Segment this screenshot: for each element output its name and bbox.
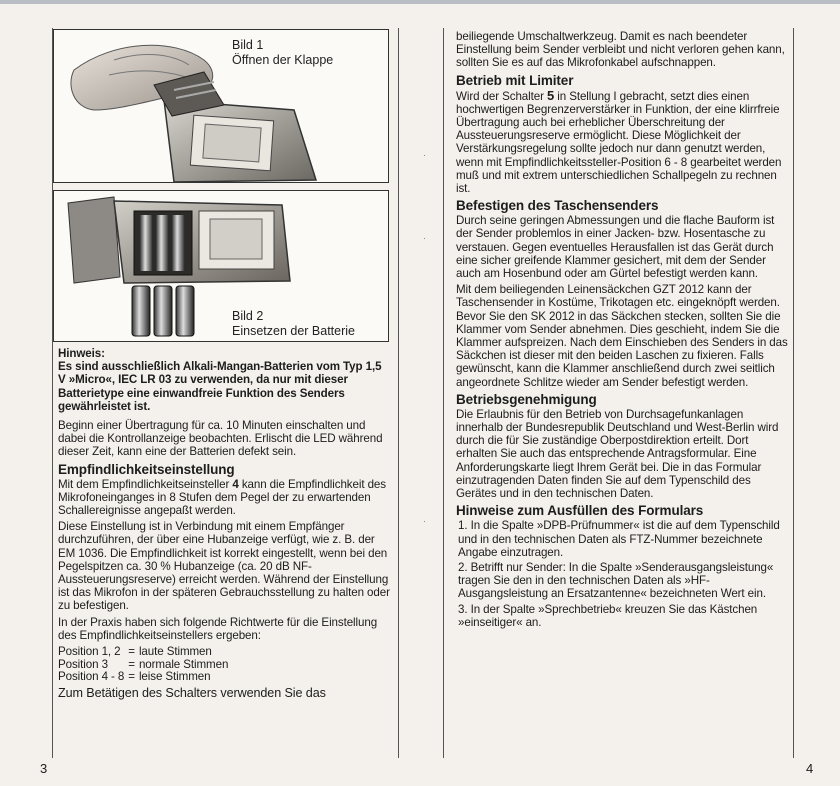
right-page-outer-rule: [793, 28, 794, 758]
figure-2-description: Einsetzen der Batterie: [232, 324, 355, 338]
intro-paragraph: beiliegende Umschaltwerkzeug. Damit es nach beendeter Einstellung beim Sender verbleibt und nicht verloren gehen kann, sollten Sie es auf das Mikrofonkabel aufschnappen.: [456, 30, 785, 70]
list-item: 2. Betrifft nur Sender: In die Spalte »Senderausgangsleistung« tragen Sie den in den technischen Daten als »HF-Ausgangsleistung an Ersatzantenne« bezeichneten Wert ein.: [458, 560, 774, 601]
table-row: [58, 646, 232, 659]
figure-1-caption: [232, 38, 333, 68]
top-edge-strip: [0, 0, 840, 4]
list-item: 3. In der Spalte »Sprechbetrieb« kreuzen Sie das Kästchen »einseitiger« an.: [458, 602, 758, 629]
switch-number: 4: [232, 477, 239, 491]
figure-1-label: Bild 1: [232, 38, 264, 52]
empfindlichkeit-paragraph-2: Diese Einstellung ist in Verbindung mit einem Empfänger durchzuführen, der über eine Hubanzeige verfügt, wie z. B. der EM 1036. Die Empfindlichkeit ist korrekt eingestellt, wenn bei den Pegelspitzen ca. 30 % Hubanzeige (ca. 20 dB NF-Aussteuerungsreserve) erreicht werden. Während der Einstellung ist das Mikrofon in der späteren Gebrauchsstellung zu halten oder zu befestigen.: [58, 520, 390, 613]
switch-number: 5: [546, 87, 555, 103]
figure-2-label: Bild 2: [232, 309, 264, 323]
position-label: Position 1, 2: [58, 645, 121, 659]
befestigen-paragraph-2: Mit dem beiliegenden Leinensäckchen GZT 2012 kann der Taschensender in Kostüme, Trikotagen etc. eingeknöpft werden. Bevor Sie den SK 2012 in das Säckchen stecken, sollten Sie die Klammer vom Sender abnehmen. Dies geschieht, indem Sie die Klammer aufspreizen. Nach dem Einschieben des Senders in das Säckchen ist dieser mit den beiden Laschen zu fixieren. Falls gewünscht, kann die Klammer anschließend durch zwei seitlich angeordnete Schlitze wieder am Sender befestigt werden.: [456, 283, 788, 389]
hand-opening-flap-illustration: [54, 30, 388, 182]
figure-2-caption: [232, 309, 355, 339]
hinweis-title: Hinweis:: [58, 347, 105, 360]
margin-mark: ·: [423, 150, 426, 160]
section-heading-befestigen: Befestigen des Taschensenders: [456, 198, 659, 214]
text: kann die Empfindlichkeit des Mikrofoneinganges in 8 Stufen dem Pegel der zu erwartenden Schallereignisse angepaßt werden.: [58, 477, 386, 518]
position-label: Position 4 - 8: [58, 670, 125, 684]
section-heading-empfindlichkeit: Empfindlichkeitseinstellung: [58, 461, 235, 477]
genehmigung-paragraph: Die Erlaubnis für den Betrieb von Durchsagefunkanlagen innerhalb der Bundesrepublik Deutschland und West-Berlin wird durch die für Sie zuständige Oberpostdirektion erteilt. Dort erhalten Sie auch das entsprechende Antragsformular. Eine Anforderungskarte liegt Ihrem Gerät bei. Die in das Formular einzutragenden Daten finden Sie auf dem Typenschild des Gerätes und in den technischen Daten.: [456, 407, 779, 501]
section-heading-hinweise-formular: Hinweise zum Ausfüllen des Formulars: [456, 503, 704, 519]
table-row: [58, 671, 232, 684]
page-number-left: 3: [40, 761, 48, 776]
text: Wird der Schalter: [456, 89, 547, 103]
margin-mark: ·: [423, 233, 426, 243]
figure-1-photo: [53, 29, 389, 183]
section-heading-genehmigung: Betriebsgenehmigung: [456, 391, 597, 407]
figure-1-description: Öffnen der Klappe: [232, 53, 334, 67]
equals-sign: =: [128, 645, 135, 659]
text: Mit dem Empfindlichkeitseinsteller: [58, 477, 233, 491]
position-table: [58, 646, 232, 684]
equals-sign: =: [128, 657, 135, 671]
left-text-column: [58, 347, 390, 703]
empfindlichkeit-paragraph-1: [58, 478, 390, 518]
hinweis-bold-text: Es sind ausschließlich Alkali-Mangan-Batterien vom Typ 1,5 V »Micro«, IEC LR 03 zu verwenden, da nur mit dieser Batterietype eine einwandfreie Funktion des Senders gewährleistet ist.: [58, 360, 382, 413]
margin-mark: ·: [423, 516, 426, 526]
empfindlichkeit-last-line: Zum Betätigen des Schalters verwenden Sie das: [58, 685, 326, 700]
position-value: normale Stimmen: [138, 657, 229, 671]
list-item: 1. In die Spalte »DPB-Prüfnummer« ist die auf dem Typenschild und in den technischen Daten als FTZ-Nummer bezeichnete Angabe einzutragen.: [458, 519, 780, 559]
right-page-inner-rule: [443, 28, 444, 758]
left-page-inner-rule: [398, 28, 399, 758]
equals-sign: =: [128, 670, 135, 684]
limiter-paragraph: [456, 89, 788, 196]
position-value: leise Stimmen: [138, 670, 211, 684]
befestigen-paragraph-1: Durch seine geringen Abmessungen und die flache Bauform ist der Sender problemlos in einer Jacken- bzw. Hosentasche zu verstauen. Gegen eventuelles Herausfallen ist das Gerät durch eine sicher greifende Klammer gesichert, mit dem der Sender auch am Hosenbund oder am Gürtel befestigt werden kann.: [456, 214, 775, 281]
position-value: laute Stimmen: [138, 645, 212, 659]
hinweis-text: Beginn einer Übertragung für ca. 10 Minuten einschalten und dabei die Kontrollanzeige beobachten. Erlischt die LED während dieser Zeit, kann eine der Batterien defekt sein.: [58, 419, 383, 459]
right-text-column: [456, 30, 788, 631]
empfindlichkeit-paragraph-3: In der Praxis haben sich folgende Richtwerte für die Einstellung des Empfindlichkeitseinstellers ergeben:: [58, 615, 378, 642]
page-number-right: 4: [806, 761, 814, 776]
hinweise-list: [456, 519, 788, 629]
text: in Stellung I gebracht, setzt dies einen hochwertigen Begrenzerverstärker in Funktion, der eine klirrfreie Übertragung auch bei erheblicher Überschreitung der Aussteuerungsreserve ermöglicht. Diese Möglichkeit der Verstärkungsregelung sollte jedoch nur dann genutzt werden, wenn mit Empfindlichkeitssteller-Position 6 - 8 gearbeitet werden muß und mit extrem unterschiedlichen Schallpegeln zu rechnen ist.: [456, 89, 782, 196]
position-label: Position 3: [58, 657, 108, 671]
section-heading-limiter: Betrieb mit Limiter: [456, 72, 574, 88]
